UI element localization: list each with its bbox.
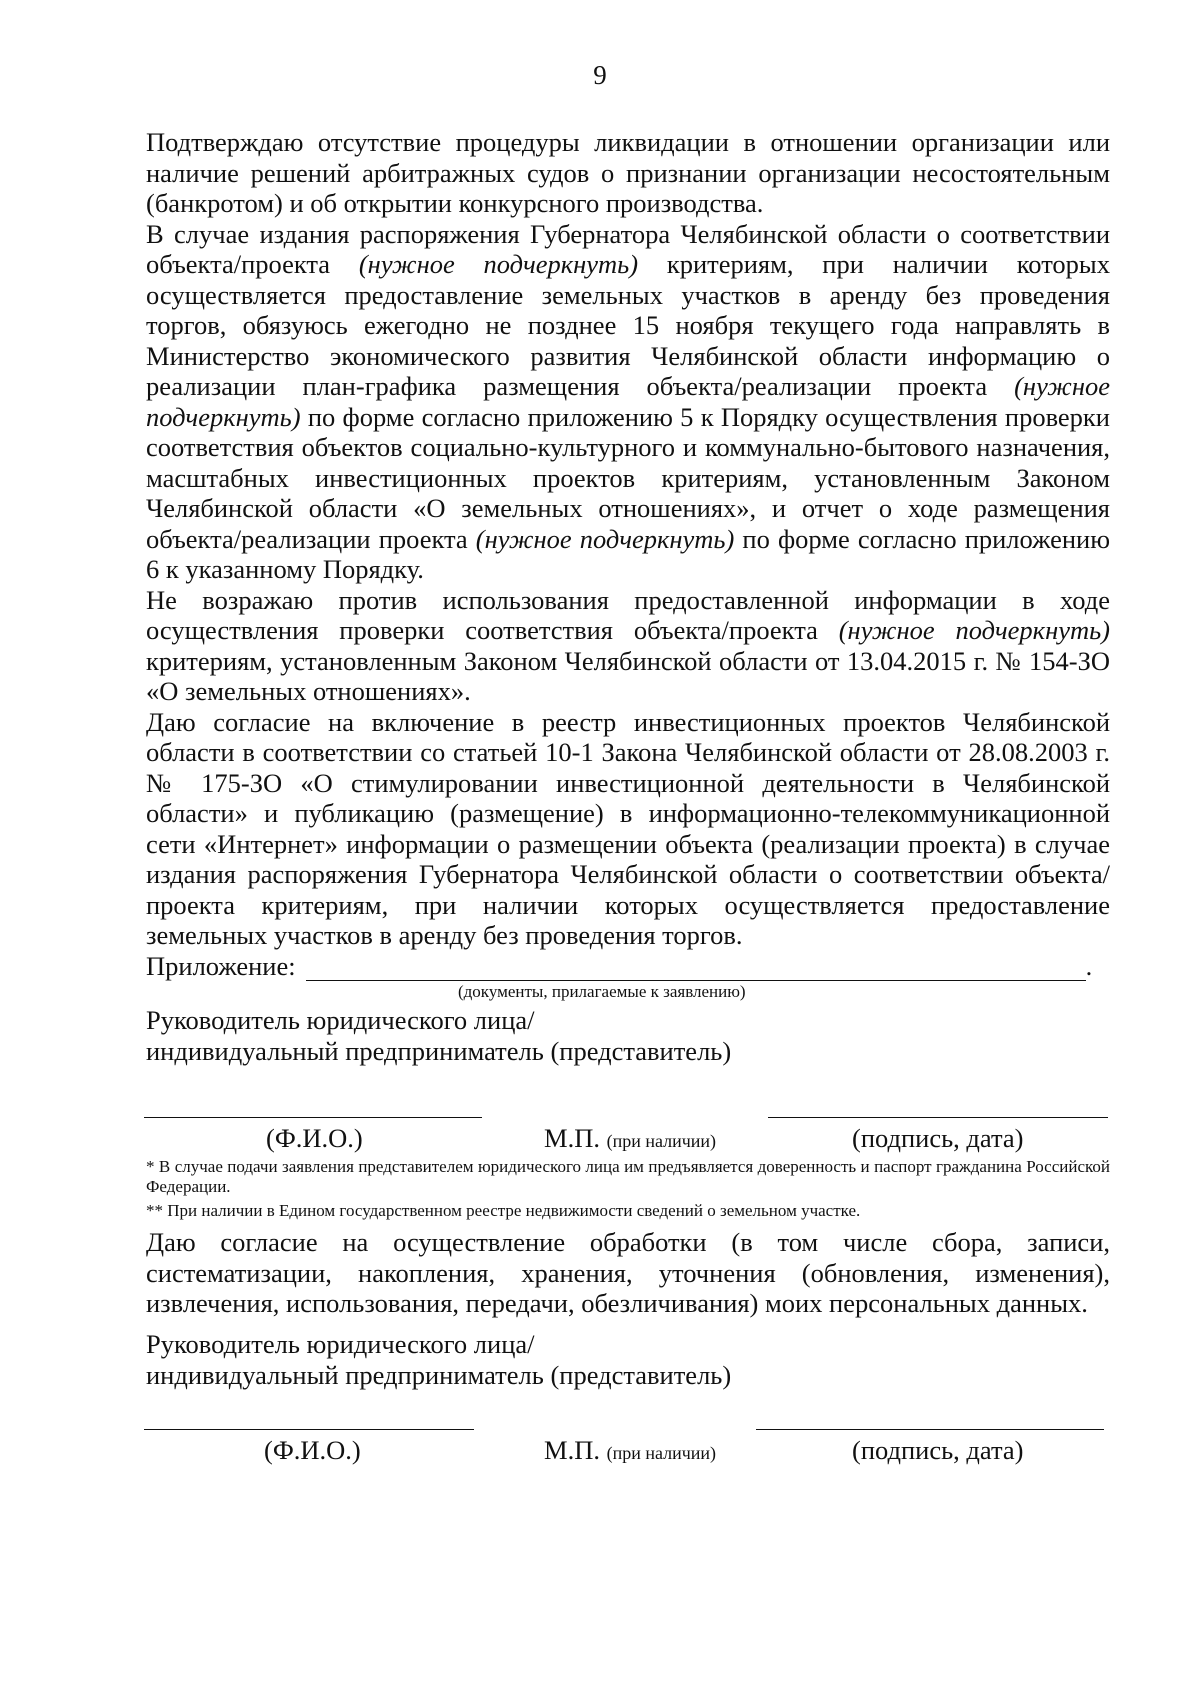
appendix-label: Приложение: bbox=[146, 950, 296, 981]
paragraph-reporting bbox=[146, 219, 1110, 585]
stamp-note-second: (при наличии) bbox=[606, 1442, 717, 1463]
stamp-mp: М.П. bbox=[544, 1123, 600, 1153]
footnote-registry: ** При наличии в Едином государственном реестре недвижимости сведений о земельном участке. bbox=[146, 1201, 861, 1220]
signature-blank-line[interactable] bbox=[768, 1117, 1108, 1118]
fio-blank-line-second[interactable] bbox=[144, 1429, 474, 1430]
italic-note: (нужное подчеркнуть) bbox=[146, 371, 1110, 432]
appendix-blank-line[interactable] bbox=[306, 956, 1086, 981]
fio-blank-line[interactable] bbox=[144, 1117, 482, 1118]
text-run: по форме согласно приложению 5 к Порядку осуществления проверки соответствия объектов социально-культурного и коммунально-бытового назначения, масштабных инвестиционных проектов критериям, установленным Законом Челябинской области «О земельных отношениях», и отчет о ходе размещения объекта/реализации проекта bbox=[146, 401, 1110, 554]
text-run: В случае издания распоряжения Губернатора Челябинской области о соответствии объекта/проекта bbox=[146, 218, 1110, 279]
stamp-label bbox=[544, 1123, 716, 1156]
fio-label-second: (Ф.И.О.) bbox=[264, 1434, 361, 1465]
footnote-representative: * В случае подачи заявления представителем юридического лица им предъявляется доверенность и паспорт гражданина Российской Федерации. bbox=[146, 1157, 1110, 1196]
text-run: по форме согласно приложению 6 к указанному Порядку. bbox=[146, 523, 1110, 584]
italic-note: (нужное подчеркнуть) bbox=[475, 523, 735, 554]
appendix-note: (документы, прилагаемые к заявлению) bbox=[458, 982, 746, 1001]
italic-note: (нужное подчеркнуть) bbox=[358, 249, 639, 279]
stamp-label-second bbox=[544, 1435, 716, 1468]
text-run: критериям, установленным Законом Челябинской области от 13.04.2015 г. № 154-ЗО «О земельных отношениях». bbox=[146, 645, 1110, 706]
signature-block bbox=[146, 1117, 1110, 1177]
paragraph-personal-data-consent: Даю согласие на осуществление обработки (в том числе сбора, записи, систематизации, накопления, хранения, уточнения (обновления, изменения), извлечения, использования, передачи, обезличивания) моих персональных данных. bbox=[146, 1227, 1110, 1318]
signature-date-label-second: (подпись, дата) bbox=[852, 1434, 1024, 1465]
appendix-field bbox=[146, 951, 1110, 982]
signer-title-line2: индивидуальный предприниматель (представитель) bbox=[146, 1036, 732, 1066]
signature-date-label: (подпись, дата) bbox=[852, 1123, 1024, 1153]
stamp-mp-second: М.П. bbox=[544, 1434, 600, 1465]
signer-title-line1-second: Руководитель юридического лица/ bbox=[146, 1328, 535, 1359]
paragraph-no-objection bbox=[146, 585, 1110, 707]
appendix-end: . bbox=[1085, 950, 1093, 981]
stamp-note: (при наличии) bbox=[606, 1131, 717, 1151]
signature-block-second bbox=[146, 1429, 1110, 1489]
signature-blank-line-second[interactable] bbox=[756, 1429, 1104, 1430]
signer-title-line1: Руководитель юридического лица/ bbox=[146, 1005, 535, 1035]
paragraph-liquidation: Подтверждаю отсутствие процедуры ликвидации в отношении организации или наличие решений арбитражных судов о признании организации несостоятельным (банкротом) и об открытии конкурсного производства. bbox=[146, 127, 1110, 218]
signer-title-line2-second: индивидуальный предприниматель (представитель) bbox=[146, 1359, 732, 1390]
italic-note: (нужное подчеркнуть) bbox=[838, 615, 1110, 645]
document-body bbox=[146, 127, 1110, 1489]
text-run: Не возражаю против использования предоставленной информации в ходе осуществления проверки соответствия объекта/проекта bbox=[146, 584, 1110, 645]
text-run: критериям, при наличии которых осуществляется предоставление земельных участков в аренду без проведения торгов, обязуюсь ежегодно не позднее 15 ноября текущего года направлять в Министерство экономического развития Челябинской области информацию о реализации план-графика размещения объекта/реализации проекта bbox=[146, 249, 1110, 401]
fio-label: (Ф.И.О.) bbox=[266, 1123, 363, 1153]
page-number: 9 bbox=[593, 60, 607, 90]
paragraph-registry-consent: Даю согласие на включение в реестр инвестиционных проектов Челябинской области в соответствии со статьей 10-1 Закона Челябинской области от 28.08.2003 г. № 175-ЗО «О стимулировании инвестиционной деятельности в Челябинской области» и публикацию (размещение) в информационно-телекоммуникационной сети «Интернет» информации о размещении объекта (реализации проекта) в случае издания распоряжения Губернатора Челябинской области о соответствии объекта/проекта критериям, при наличии которых осуществляется предоставление земельных участков в аренду без проведения торгов. bbox=[146, 706, 1110, 950]
